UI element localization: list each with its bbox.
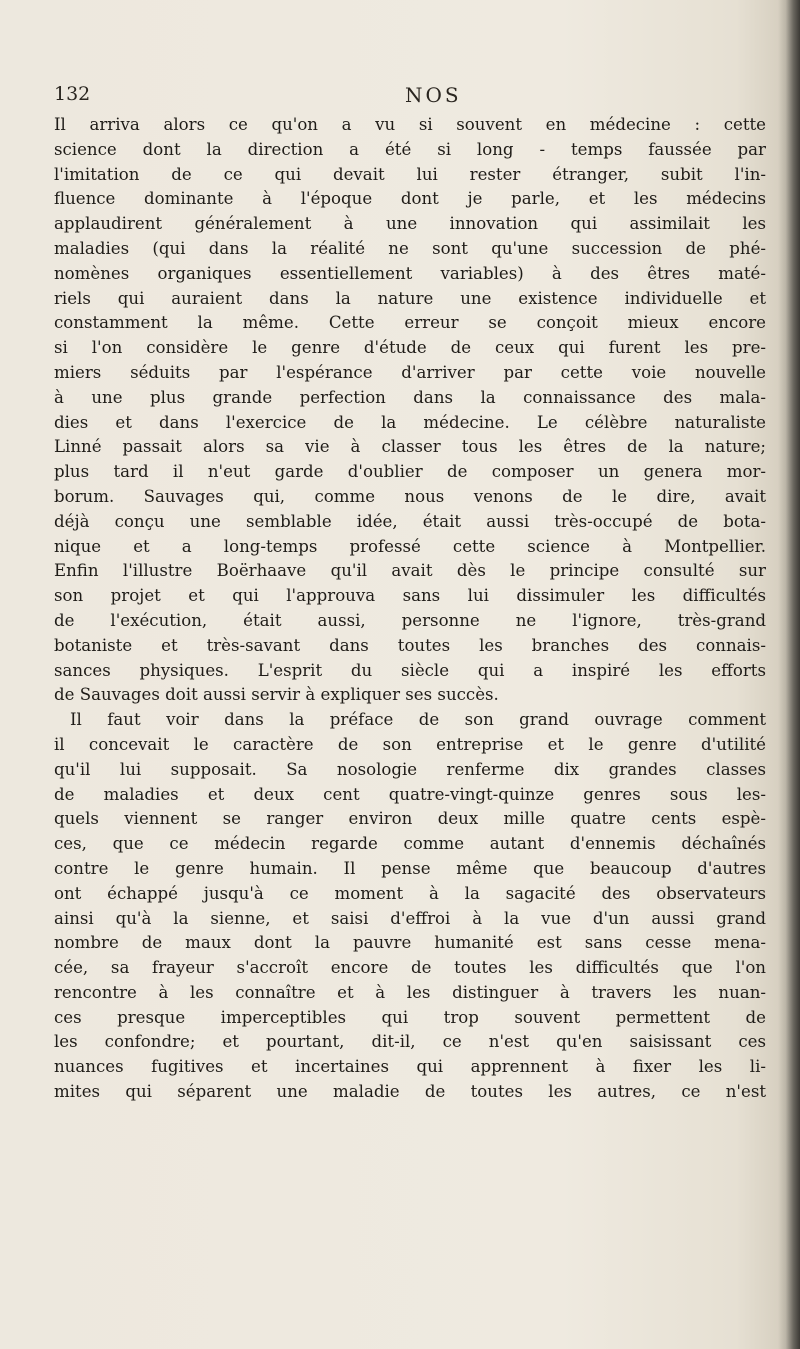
text-line: cée, sa frayeur s'accroît encore de toutes les difficultés que l'on — [54, 958, 766, 978]
text-line: science dont la direction a été si long - temps faussée par — [54, 139, 766, 159]
text-line: constamment la même. Cette erreur se conçoit mieux encore — [54, 313, 766, 333]
text-line: les confondre; et pourtant, dit-il, ce n'est qu'en saisissant ces — [54, 1032, 766, 1052]
paragraph-first-line: Il faut voir dans la préface de son grand ouvrage comment — [70, 710, 766, 730]
text-line: ces, que ce médecin regarde comme autant d'ennemis déchaînés — [54, 834, 766, 854]
text-line: rencontre à les connaître et à les distinguer à travers les nuan- — [54, 982, 766, 1002]
text-line: déjà conçu une semblable idée, était aussi très-occupé de bota- — [54, 511, 766, 531]
text-line: botaniste et très-savant dans toutes les branches des connais- — [54, 635, 766, 655]
running-title: NOS — [405, 83, 462, 107]
text-line: sances physiques. L'esprit du siècle qui a inspiré les efforts — [54, 660, 766, 680]
text-line: dies et dans l'exercice de la médecine. Le célèbre naturaliste — [54, 412, 766, 432]
text-line: nuances fugitives et incertaines qui apprennent à fixer les li- — [54, 1057, 766, 1077]
text-line: nombre de maux dont la pauvre humanité est sans cesse mena- — [54, 933, 766, 953]
text-line: riels qui auraient dans la nature une existence individuelle et — [54, 288, 766, 308]
text-line: quels viennent se ranger environ deux mille quatre cents espè- — [54, 809, 766, 829]
text-line: son projet et qui l'approuva sans lui dissimuler les difficultés — [54, 586, 766, 606]
text-line: ainsi qu'à la sienne, et saisi d'effroi à la vue d'un aussi grand — [54, 908, 766, 928]
text-line: plus tard il n'eut garde d'oublier de composer un genera mor- — [54, 462, 766, 482]
text-line: maladies (qui dans la réalité ne sont qu'une succession de phé- — [54, 238, 766, 258]
text-line: Linné passait alors sa vie à classer tous les êtres de la nature; — [54, 437, 766, 457]
text-line: qu'il lui supposait. Sa nosologie renferme dix grandes classes — [54, 759, 766, 779]
body-text — [54, 113, 766, 1105]
text-line: ces presque imperceptibles qui trop souvent permettent de — [54, 1007, 766, 1027]
text-line: nomènes organiques essentiellement variables) à des êtres maté- — [54, 263, 766, 283]
text-line: Il arriva alors ce qu'on a vu si souvent en médecine : cette — [54, 115, 766, 134]
text-line: fluence dominante à l'époque dont je parle, et les médecins — [54, 189, 766, 209]
text-line: de l'exécution, était aussi, personne ne l'ignore, très-grand — [54, 610, 766, 630]
paragraph-last-line: de Sauvages doit aussi servir à expliquer ses succès. — [54, 685, 499, 705]
text-line: applaudirent généralement à une innovation qui assimilait les — [54, 214, 766, 234]
text-line: contre le genre humain. Il pense même que beaucoup d'autres — [54, 858, 766, 878]
text-line: mites qui séparent une maladie de toutes les autres, ce n'est — [54, 1082, 766, 1102]
page-number: 132 — [54, 83, 91, 105]
text-line: nique et a long-temps professé cette science à Montpellier. — [54, 536, 766, 556]
text-line: de maladies et deux cent quatre-vingt-quinze genres sous les- — [54, 784, 766, 804]
text-line: il concevait le caractère de son entreprise et le genre d'utilité — [54, 734, 766, 754]
text-line: Enfin l'illustre Boërhaave qu'il avait dès le principe consulté sur — [54, 561, 766, 581]
text-line: si l'on considère le genre d'étude de ceux qui furent les pre- — [54, 338, 766, 358]
text-line: ont échappé jusqu'à ce moment à la sagacité des observateurs — [54, 883, 766, 903]
text-line: miers séduits par l'espérance d'arriver par cette voie nouvelle — [54, 362, 766, 382]
text-line: borum. Sauvages qui, comme nous venons de le dire, avait — [54, 486, 766, 506]
page-edge-shadow — [778, 0, 800, 1349]
text-line: l'imitation de ce qui devait lui rester étranger, subit l'in- — [54, 164, 766, 184]
text-line: à une plus grande perfection dans la connaissance des mala- — [54, 387, 766, 407]
page-header — [44, 83, 764, 109]
